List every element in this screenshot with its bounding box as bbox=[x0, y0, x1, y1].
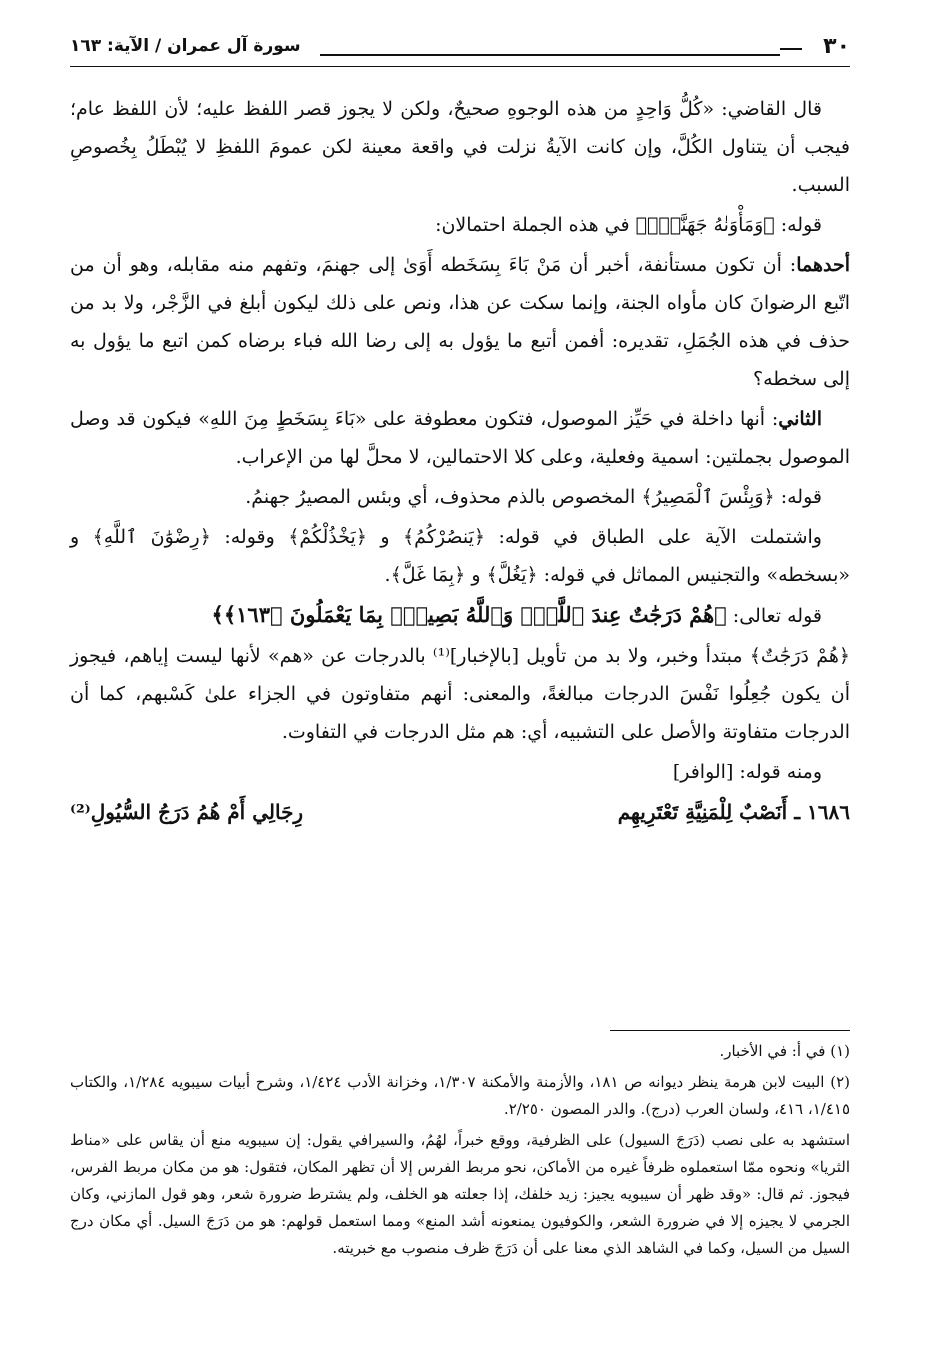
footnote-separator bbox=[610, 1030, 850, 1031]
header-underline bbox=[70, 66, 850, 67]
paragraph-second-possibility bbox=[70, 400, 850, 476]
main-text bbox=[70, 90, 850, 831]
text-second: : أنها داخلة في حَيِّز الموصول، فتكون معطوفة على «بَاءَ بِسَخَطٍ مِنَ اللهِ» فيكون قد وصل الموصول بجملتين: اسمية وفعلية، وعلى كلا الاحتمالين، لا محلَّ لها من الإعراب. bbox=[70, 408, 850, 468]
paragraph-tibaq: واشتملت الآية على الطباق في قوله: ﴿يَنصُرْكُمُ﴾ و ﴿يَخْذُلْكُمْ﴾ وقوله: ﴿رِضْوَٰنَ ٱللَّهِ﴾ و «بسخطه» والتجنيس المماثل في قوله: ﴿يَغُلَّ﴾ و ﴿بِمَا غَلَّ﴾. bbox=[70, 526, 850, 586]
label-first: أحدهما bbox=[796, 254, 850, 276]
footnote-2: (٢) البيت لابن هرمة ينظر ديوانه ص ١٨١، والأزمنة والأمكنة ١/٣٠٧، وخزانة الأدب ١/٤٢٤، وشرح أبيات سيبويه ١/٢٨٤، والكتاب ١/٤١٥، ٤١٦، ولسان العرب (درج). والدر المصون ٢/٢٥٠. bbox=[70, 1073, 850, 1118]
header-dash bbox=[780, 48, 802, 50]
poem-first-hemistich: ١٦٨٦ ـ أَنَصْبٌ لِلْمَنِيَّةِ تَعْتَرِيهِم bbox=[617, 800, 850, 824]
quran-verse: ﴿هُمْ دَرَجَٰتٌ عِندَ ٱللَّهِۗ وَٱللَّهُ بَصِيرٌۢ بِمَا يَعْمَلُونَ ﴿١٦٣﴾﴾ bbox=[211, 602, 727, 627]
paragraph-bi'sa-al-masir: قوله: ﴿وَبِئْسَ ٱلْمَصِيرُ﴾ المخصوص بالذم محذوف، أي وبئس المصيرُ جهنمُ. bbox=[245, 486, 822, 508]
paragraph-wafir: ومنه قوله: [الوافر] bbox=[672, 761, 822, 783]
page-number: ٣٠ bbox=[823, 34, 850, 59]
paragraph-darajat: ﴿هُمْ دَرَجَٰتٌ﴾ مبتدأ وخبر، ولا بد من تأويل [بالإخبار]⁽¹⁾ بالدرجات عن «هم» لأنها ليست إياهم، فيجوز أن يكون جُعِلُوا نَفْسَ الدرجات مبالغةً، والمعنى: أنهم متفاوتون في الجزاء علىٰ كَسْبهم، كما أن الدرجات متفاوتة والأصل على التشبيه، أي: هم مثل الدرجات في التفاوت. bbox=[70, 645, 851, 743]
poem-line bbox=[70, 793, 850, 831]
paragraph-first-possibility bbox=[70, 246, 850, 398]
verse-intro: قوله تعالى: bbox=[726, 605, 822, 627]
paragraph-verse-163 bbox=[70, 596, 850, 635]
book-page bbox=[70, 28, 850, 1348]
header-title: سورة آل عمران / الآية: ١٦٣ bbox=[70, 36, 301, 56]
running-header bbox=[70, 28, 850, 68]
paragraph-two-possibilities: قوله: ﴿وَمَأْوَنٰهُ جَهَنَّمُۚ﴾ في هذه الجملة احتمالان: bbox=[435, 214, 822, 236]
poem-second-hemistich: رِجَالِي أَمْ هُمُ دَرَجُ السُّيُولِ⁽²⁾ bbox=[70, 800, 304, 824]
header-rule bbox=[320, 54, 780, 56]
label-second: الثاني bbox=[778, 408, 822, 430]
footnotes bbox=[70, 1038, 850, 1266]
footnote-1: (١) في أ: في الأخبار. bbox=[719, 1042, 850, 1060]
text-first: : أن تكون مستأنفة، أخبر أن مَنْ بَاءَ بِسَخَطه أَوَىٰ إلى جهنمَ، وتفهم منه مقابله، وهو أن من اتّبع الرضوانَ كان مأواه الجنة، وإنما سكت عن هذا، ونص على ذلك ليكون أبلغ في الزَّجْر، ولا بد من حذف في هذه الجُمَلِ، تقديره: أفمن أتبع ما يؤول به إلى رضا الله فباء برضاه كمن اتبع ما يؤول به إلى سخطه؟ bbox=[70, 254, 850, 390]
paragraph-qadi: قال القاضي: «كُلُّ وَاحِدٍ من هذه الوجوهِ صحيحٌ، ولكن لا يجوز قصر اللفظ عليه؛ لأن اللفظ عام؛ فيجب أن يتناول الكُلَّ، وإن كانت الآيةُ نزلت في واقعة معينة لكن عمومَ اللفظِ لا يُبْطَلُ بِخُصوصِ السبب. bbox=[70, 98, 850, 196]
footnote-2-commentary: استشهد به على نصب (دَرَجَ السيول) على الظرفية، ووقع خبراً، لهُمُ، والسيرافي يقول: إن سيبويه منع أن يقاس على «مناط الثريا» ونحوه ممّا استعملوه ظرفاً غيره من الأماكن، نحو مربط الفرس إلا أن تظهر المكان، فتقول: هو من مكان مربط الفرس، فيجوز. ثم قال: «وقد ظهر أن سيبويه يجيز: زيد خلفك، إذا جعلته هو الخلف، ولم يشترط ضرورة شعر، وهو قول المازني، وكان الجرمي لا يجيزه إلا في ضرورة الشعر، والكوفيون يمنعونه أشد المنع» ومما استعمل قولهم: هو من دَرَجَ السيل. أي مكان درج السيل من السيل، وكما في الشاهد الذي معنا على أن دَرَجَ ظرف منصوب مع خبريته. bbox=[70, 1131, 850, 1257]
